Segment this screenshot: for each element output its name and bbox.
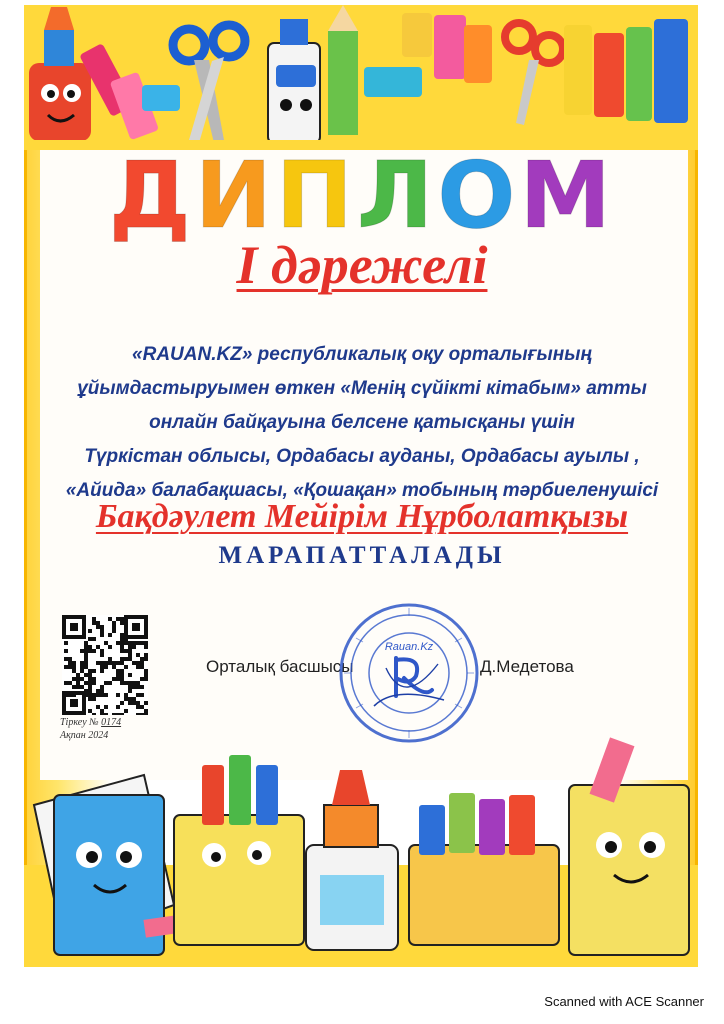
crayon-icon: [626, 27, 652, 121]
body-line: Түркістан облысы, Ордабасы ауданы, Ордабасы ауылы ,: [84, 446, 640, 467]
body-line: онлайн байқауына белсене қатысқаны үшін: [149, 412, 575, 433]
body-line: ұйымдастыруымен өткен «Менің сүйікті кітабым» атты: [77, 378, 647, 399]
degree-heading: І дәрежелі: [236, 235, 488, 295]
crayon-icon: [202, 765, 224, 825]
title-letter: М: [519, 142, 616, 249]
scanner-watermark: Scanned with ACE Scanner: [544, 994, 704, 1009]
registration-number: 0174: [101, 717, 122, 728]
bottom-decoration-illustration: [24, 735, 698, 967]
body-line: «Айида» балабақшасы, «Қошақан» тобының тәрбиеленушісі: [65, 480, 659, 501]
stamp-text: Rauan.Kz: [384, 641, 434, 653]
qr-code: [62, 615, 148, 715]
title-letter: О: [437, 142, 520, 249]
registration-label: Тіркеу №: [60, 717, 99, 728]
signature-name: Д.Медетова: [480, 657, 574, 676]
crayon-box-icon: [409, 793, 559, 945]
title-letter: Л: [356, 142, 438, 249]
crayon-icon: [464, 25, 492, 83]
crayon-icon: [142, 85, 180, 111]
registration-month: Ақпан 2024: [60, 730, 109, 741]
crayon-box-icon: [174, 815, 304, 945]
crayon-icon: [594, 33, 624, 117]
body-line: «RAUAN.KZ» республикалық оқу орталығының: [132, 344, 592, 365]
title-letter: И: [194, 142, 276, 249]
crayon-icon: [564, 25, 592, 115]
awarded-label: МАРАПАТТАЛАДЫ: [218, 542, 506, 569]
recipient-name: Бақдәулет Мейірім Нұрболатқызы: [95, 498, 629, 535]
official-stamp: [334, 598, 484, 748]
book-icon: [569, 785, 689, 955]
crayon-icon: [256, 765, 278, 825]
top-decoration-illustration: [24, 5, 698, 150]
glue-bottle-icon: [306, 770, 398, 950]
crayon-icon: [434, 15, 466, 79]
title-letter: Д: [108, 142, 195, 249]
certificate-body: [60, 338, 664, 508]
signature-label: Орталық басшысы: [206, 657, 354, 676]
crayon-icon: [654, 19, 688, 123]
crayon-icon: [229, 755, 251, 825]
diploma-title: [0, 142, 724, 249]
crayon-icon: [402, 13, 432, 57]
registration-info: [60, 716, 170, 742]
title-letter: П: [275, 142, 357, 249]
